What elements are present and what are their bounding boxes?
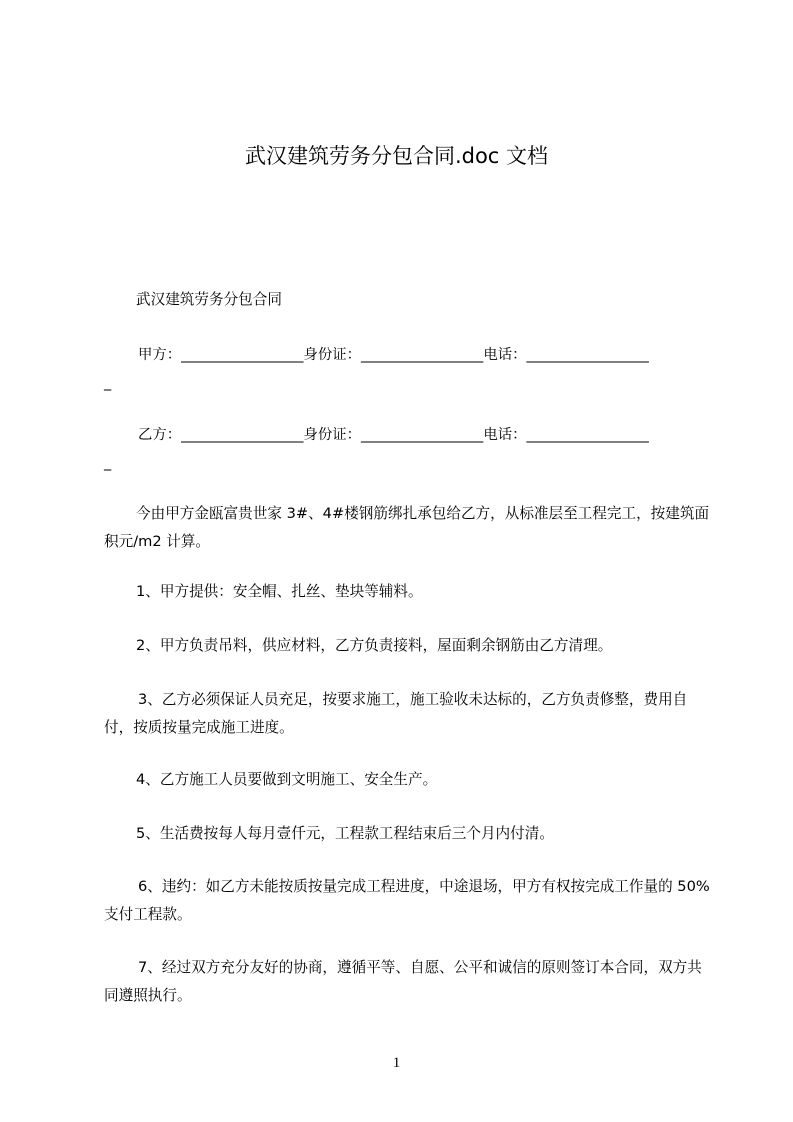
clause-item: 4、乙方施工人员要做到文明施工、安全生产。 xyxy=(136,771,438,788)
clause-item: 2、甲方负责吊料，供应材料，乙方负责接料，屋面剩余钢筋由乙方清理。 xyxy=(136,637,613,654)
party-a-line: 甲方：_________________身份证：_________________电话：_________________ xyxy=(138,347,649,363)
clause-item: 7、经过双方充分友好的协商，遵循平等、自愿、公平和诚信的原则签订本合同，双方共同遵照执行。 xyxy=(104,959,702,1004)
clause-item: 3、乙方必须保证人员充足，按要求施工，施工验收未达标的，乙方负责修整，费用自付，按质按量完成施工进度。 xyxy=(104,691,688,736)
page-number: 1 xyxy=(392,1055,401,1071)
contract-subtitle: 武汉建筑劳务分包合同 xyxy=(136,291,282,308)
clause-item: 5、生活费按每人每月壹仟元，工程款工程结束后三个月内付清。 xyxy=(136,825,554,842)
party-b-line: 乙方：_________________身份证：_________________电话：_________________ xyxy=(138,427,649,443)
clause-item: 6、违约：如乙方未能按质按量完成工程进度，中途退场，甲方有权按完成工作量的 50%支付工程款。 xyxy=(104,878,710,923)
party-b-line-continuation: _ xyxy=(104,455,112,471)
party-a-line-continuation: _ xyxy=(104,375,112,391)
document-title: 武汉建筑劳务分包合同.doc 文档 xyxy=(244,144,549,168)
intro-paragraph: 今由甲方金瓯富贵世家 3#、4#楼钢筋绑扎承包给乙方，从标准层至工程完工，按建筑面积元/m2 计算。 xyxy=(104,505,710,550)
clause-item: 1、甲方提供：安全帽、扎丝、垫块等辅料。 xyxy=(136,583,423,600)
